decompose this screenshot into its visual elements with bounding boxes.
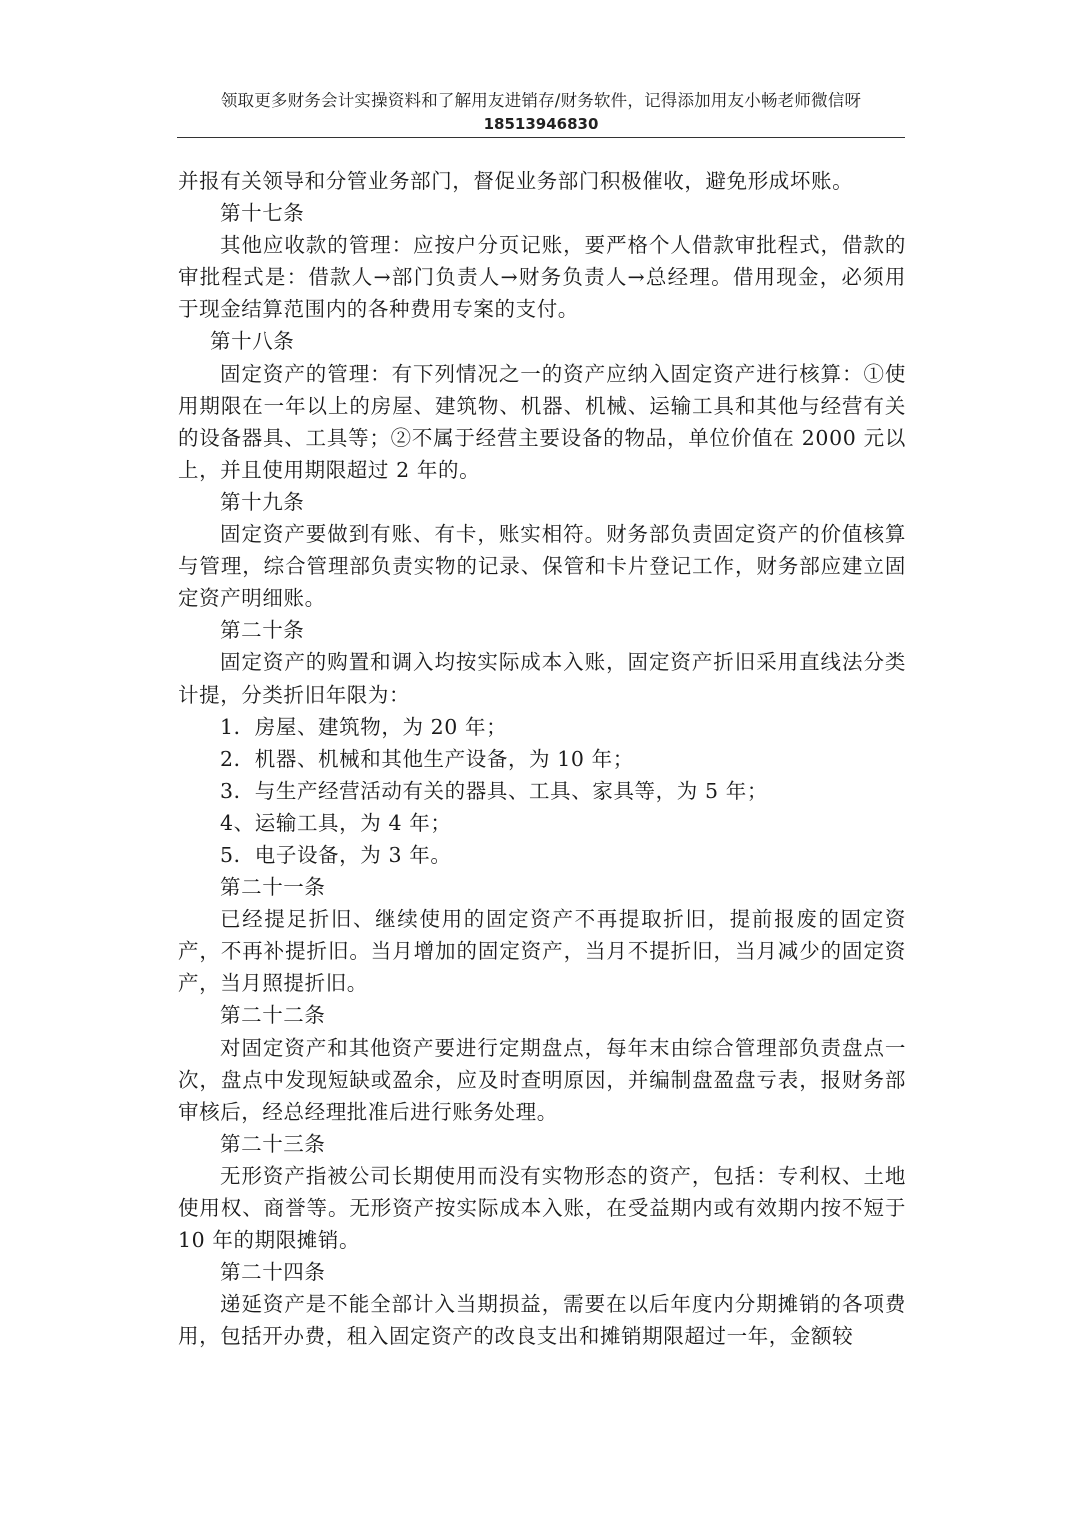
article-18-text: 固定资产的管理：有下列情况之一的资产应纳入固定资产进行核算：①使用期限在一年以上的房屋、建筑物、机器、机械、运输工具和其他与经营有关的设备器具、工具等；②不属于经营主要设备的物品，单位价值在 2000 元以上，并且使用期限超过 2 年的。 <box>178 361 906 482</box>
header-divider <box>177 137 905 138</box>
article-21-text: 已经提足折旧、继续使用的固定资产不再提取折旧，提前报废的固定资产，不再补提折旧。当月增加的固定资产，当月不提折旧，当月减少的固定资产，当月照提折旧。 <box>178 907 906 996</box>
article-19-heading: 第十九条 <box>220 489 305 514</box>
article-17-heading: 第十七条 <box>220 201 305 226</box>
article-20-text: 固定资产的购置和调入均按实际成本入账，固定资产折旧采用直线法分类计提，分类折旧年限为： <box>178 650 906 707</box>
article-22-heading: 第二十二条 <box>220 1003 326 1028</box>
article-24-heading: 第二十四条 <box>220 1260 326 1285</box>
article-22-text: 对固定资产和其他资产要进行定期盘点，每年末由综合管理部负责盘点一次，盘点中发现短缺或盈余，应及时查明原因，并编制盘盈盘亏表，报财务部审核后，经总经理批准后进行账务处理。 <box>178 1035 906 1124</box>
article-17-text: 其他应收款的管理：应按户分页记账，要严格个人借款审批程式，借款的审批程式是：借款人→部门负责人→财务负责人→总经理。借用现金，必须用于现金结算范围内的各种费用专案的支付。 <box>178 233 906 322</box>
page-header <box>177 88 905 135</box>
article-23-text: 无形资产指被公司长期使用而没有实物形态的资产，包括：专利权、土地使用权、商誉等。无形资产按实际成本入账，在受益期内或有效期内按不短于 10 年的期限摊销。 <box>178 1163 906 1253</box>
article-21-heading: 第二十一条 <box>220 875 326 900</box>
depreciation-item-1: 1．房屋、建筑物，为 20 年； <box>220 714 508 739</box>
continuation-paragraph: 并报有关领导和分管业务部门，督促业务部门积极催收，避免形成坏账。 <box>178 169 854 193</box>
depreciation-item-5: 5．电子设备，为 3 年。 <box>220 842 452 867</box>
article-19-text: 固定资产要做到有账、有卡，账实相符。财务部负责固定资产的价值核算与管理，综合管理部负责实物的记录、保管和卡片登记工作，财务部应建立固定资产明细账。 <box>178 522 906 611</box>
header-phone-number: 18513946830 <box>483 115 599 133</box>
document-body <box>178 165 906 1352</box>
header-promo-text: 领取更多财务会计实操资料和了解用友进销存/财务软件，记得添加用友小畅老师微信呀 <box>220 91 862 110</box>
article-23-heading: 第二十三条 <box>220 1131 326 1156</box>
depreciation-item-2: 2．机器、机械和其他生产设备，为 10 年； <box>220 746 634 771</box>
depreciation-item-4: 4、运输工具，为 4 年； <box>220 810 452 835</box>
article-24-text: 递延资产是不能全部计入当期损益，需要在以后年度内分期摊销的各项费用，包括开办费，租入固定资产的改良支出和摊销期限超过一年，金额较 <box>178 1292 906 1349</box>
article-18-heading: 第十八条 <box>210 329 295 354</box>
depreciation-item-3: 3．与生产经营活动有关的器具、工具、家具等，为 5 年； <box>220 778 768 803</box>
article-20-heading: 第二十条 <box>220 618 305 643</box>
